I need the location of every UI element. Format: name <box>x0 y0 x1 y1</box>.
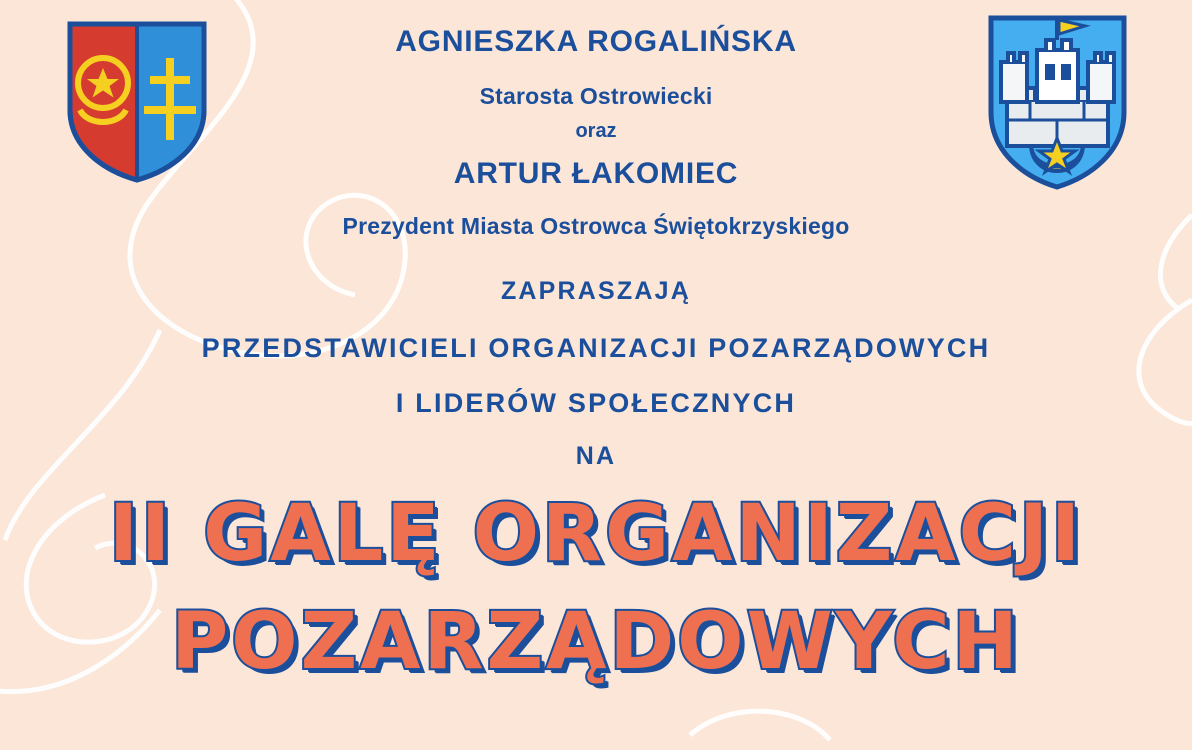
headline-line-1 <box>0 489 1192 579</box>
headline-line-2-text: POZARZĄDOWYCH <box>171 597 1021 687</box>
invitation-line-1: ZAPRASZAJĄ <box>500 277 692 305</box>
person1-name: AGNIESZKA ROGALIŃSKA <box>395 25 797 58</box>
invitation-line-4: NA <box>575 442 617 470</box>
conjunction-text: oraz <box>575 120 617 142</box>
person2-role-row <box>0 212 1192 241</box>
person1-role: Starosta Ostrowiecki <box>479 83 713 109</box>
headline-line-1-text: II GALĘ ORGANIZACJI <box>109 489 1083 579</box>
person1-role-row <box>0 82 1192 111</box>
headline-line-2 <box>0 597 1192 687</box>
invitation-line-2: PRZEDSTAWICIELI ORGANIZACJI POZARZĄDOWYCH <box>201 333 991 363</box>
invitation-line-3: I LIDERÓW SPOŁECZNYCH <box>395 388 797 418</box>
person2-name-row <box>0 156 1192 193</box>
person1-name-row <box>0 24 1192 61</box>
person2-name: ARTUR ŁAKOMIEC <box>453 157 739 190</box>
person2-role: Prezydent Miasta Ostrowca Świętokrzyskiego <box>342 213 850 239</box>
conjunction-row <box>0 118 1192 144</box>
